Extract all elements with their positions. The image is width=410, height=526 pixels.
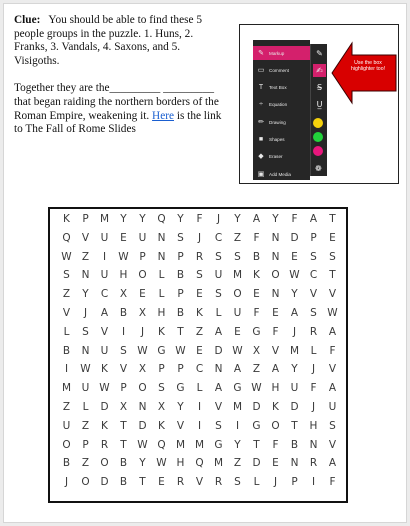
puzzle-row [57,439,342,457]
puzzle-letter[interactable]: N [271,231,280,244]
puzzle-letter[interactable]: B [119,457,128,470]
puzzle-letter[interactable]: B [119,476,128,489]
puzzle-letter[interactable]: E [139,288,146,301]
puzzle-letter[interactable]: V [214,401,223,413]
puzzle-letter[interactable]: W [137,344,148,357]
puzzle-letter[interactable]: A [309,213,318,225]
puzzle-letter[interactable]: W [61,250,72,263]
puzzle-letter[interactable]: S [82,325,89,338]
puzzle-letter[interactable]: U [62,419,71,432]
puzzle-letter[interactable]: M [232,401,243,413]
puzzle-letter[interactable]: U [138,231,147,244]
puzzle-letter[interactable]: D [290,401,299,413]
puzzle-letter[interactable]: V [309,288,318,301]
puzzle-letter[interactable]: R [195,250,204,263]
puzzle-letter[interactable]: B [62,344,71,357]
puzzle-row [57,213,342,231]
puzzle-letter[interactable]: P [177,288,184,301]
toolbar-menu [253,40,310,180]
puzzle-letter[interactable]: Z [233,231,242,244]
puzzle-letter[interactable]: T [120,419,127,432]
puzzle-row [57,345,342,363]
puzzle-letter[interactable]: S [177,231,184,244]
puzzle-letter[interactable]: B [119,307,128,319]
puzzle-letter[interactable]: Y [120,213,127,225]
strikethrough-icon[interactable]: S̶ [316,83,323,92]
puzzle-letter[interactable]: G [214,438,223,451]
puzzle-letter[interactable]: V [328,363,337,376]
link-description: is the link to The Fall of Rome Slides [14,109,222,136]
underline-icon[interactable]: U̲ [316,100,323,109]
puzzle-letter[interactable]: O [81,476,90,489]
puzzle-letter[interactable]: Y [291,363,298,376]
puzzle-letter[interactable]: W [327,307,338,319]
puzzle-letter[interactable]: C [100,288,109,301]
color-swatch[interactable] [313,132,323,142]
puzzle-letter[interactable]: Z [252,363,261,376]
slides-link[interactable]: Here [152,109,174,122]
text-box-icon: T [258,83,264,91]
puzzle-letter[interactable]: O [271,419,280,432]
puzzle-letter[interactable]: Z [81,419,90,432]
puzzle-letter[interactable]: X [119,401,128,413]
puzzle-letter[interactable]: E [158,476,165,489]
puzzle-letter[interactable]: D [100,401,109,413]
puzzle-letter[interactable]: G [157,344,166,357]
puzzle-letter[interactable]: S [329,419,336,432]
puzzle-letter[interactable]: V [195,476,204,489]
puzzle-letter[interactable]: U [328,401,337,413]
puzzle-letter[interactable]: O [271,269,280,282]
puzzle-letter[interactable]: E [196,344,203,357]
puzzle-letter[interactable]: J [311,401,316,413]
puzzle-row [57,401,342,419]
puzzle-letter[interactable]: Y [291,288,298,301]
fill-in-blank-text: Together they are the_________ _________ that began raiding the northern borders of the Roman Empire, weakening it. [14,82,219,122]
puzzle-letter[interactable]: F [329,476,336,489]
puzzle-letter[interactable]: Z [195,325,204,338]
puzzle-letter[interactable]: E [196,288,203,301]
toolbar-item-equation[interactable] [253,97,310,111]
puzzle-letter[interactable]: N [138,401,147,413]
puzzle-letter[interactable]: T [329,269,336,282]
puzzle-row [57,420,342,438]
puzzle-letter[interactable]: P [177,363,184,376]
puzzle-row [57,363,342,381]
puzzle-letter[interactable]: J [216,213,221,225]
puzzle-letter[interactable]: J [292,325,297,338]
highlighter-icon[interactable]: ✍ [313,64,326,77]
puzzle-letter[interactable]: W [289,269,300,282]
puzzle-letter[interactable]: W [251,382,262,395]
puzzle-letter[interactable]: Y [177,213,184,225]
puzzle-letter[interactable]: L [215,307,222,319]
toolbar-item-eraser[interactable] [253,149,310,163]
puzzle-letter[interactable]: V [81,231,90,244]
puzzle-letter[interactable]: A [328,457,337,470]
puzzle-letter[interactable]: M [213,457,224,470]
puzzle-letter[interactable]: D [290,231,299,244]
puzzle-letter[interactable]: L [253,476,260,489]
puzzle-letter[interactable]: Q [157,213,166,225]
puzzle-letter[interactable]: N [157,231,166,244]
palette-icon[interactable]: ❁ [315,164,322,173]
puzzle-letter[interactable]: B [176,307,185,319]
puzzle-letter[interactable]: N [309,438,318,451]
puzzle-letter[interactable]: O [62,438,71,451]
puzzle-letter[interactable]: X [157,401,166,413]
puzzle-letter[interactable]: S [310,307,317,319]
puzzle-letter[interactable]: E [272,457,279,470]
puzzle-letter[interactable]: G [252,325,261,338]
puzzle-letter[interactable]: B [290,438,299,451]
puzzle-letter[interactable]: U [81,382,90,395]
puzzle-letter[interactable]: G [176,382,185,395]
puzzle-letter[interactable]: Y [139,457,146,470]
puzzle-letter[interactable]: L [196,382,203,395]
puzzle-letter[interactable]: D [252,401,261,413]
puzzle-letter[interactable]: P [82,438,89,451]
puzzle-row [57,232,342,250]
clue-paragraph-2 [14,82,228,136]
puzzle-letter[interactable]: W [118,250,129,263]
puzzle-letter[interactable]: F [329,344,336,357]
puzzle-letter[interactable]: D [100,476,109,489]
puzzle-letter[interactable]: V [119,363,128,376]
puzzle-letter[interactable]: S [158,382,165,395]
puzzle-letter[interactable]: B [62,457,71,470]
puzzle-letter[interactable]: K [253,269,260,282]
puzzle-letter[interactable]: A [233,363,242,376]
puzzle-letter[interactable]: D [252,457,261,470]
puzzle-letter[interactable]: W [80,363,91,376]
toolbar-item-markup[interactable] [253,46,310,60]
puzzle-letter[interactable]: S [215,288,222,301]
puzzle-letter[interactable]: W [175,344,186,357]
puzzle-row [57,382,342,400]
puzzle-letter[interactable]: X [252,344,261,357]
toolbar-item-text-box[interactable] [253,80,310,94]
puzzle-letter[interactable]: X [138,363,147,376]
puzzle-letter[interactable]: W [137,438,148,451]
puzzle-letter[interactable]: H [176,457,185,470]
puzzle-letter[interactable]: J [273,476,278,489]
puzzle-letter[interactable]: S [196,269,203,282]
puzzle-letter[interactable]: I [64,363,69,376]
puzzle-row [57,307,342,325]
clue-paragraph [14,14,228,68]
puzzle-letter[interactable]: K [272,401,279,413]
puzzle-letter[interactable]: E [120,231,127,244]
puzzle-letter[interactable]: Z [81,250,90,263]
puzzle-letter[interactable]: X [119,288,128,301]
puzzle-letter[interactable]: O [138,382,147,395]
toolbar-item-label: Markup [269,50,285,56]
equation-icon: ÷ [259,100,263,108]
puzzle-letter[interactable]: F [272,325,279,338]
puzzle-letter[interactable]: R [176,476,185,489]
word-search-grid [48,207,348,503]
puzzle-letter[interactable]: K [101,419,108,432]
puzzle-letter[interactable]: B [176,269,185,282]
color-swatch[interactable] [313,146,323,156]
puzzle-letter[interactable]: F [272,438,279,451]
puzzle-letter[interactable]: U [100,344,109,357]
puzzle-letter[interactable]: H [119,269,128,282]
puzzle-letter[interactable]: V [100,325,109,338]
puzzle-letter[interactable]: Y [139,213,146,225]
toolbar-item-label: Drawing [269,119,286,125]
color-swatch[interactable] [313,118,323,128]
puzzle-letter[interactable]: O [233,288,242,301]
puzzle-letter[interactable]: D [214,344,223,357]
puzzle-row [57,326,342,344]
puzzle-row [57,457,342,475]
puzzle-letter[interactable]: Q [195,457,204,470]
puzzle-letter[interactable]: H [271,382,280,395]
puzzle-letter[interactable]: P [158,363,165,376]
shapes-icon: ■ [258,135,264,143]
eraser-icon: ◆ [258,153,264,160]
puzzle-letter[interactable]: S [329,250,336,263]
puzzle-letter[interactable]: H [157,307,166,319]
puzzle-letter[interactable]: N [290,457,299,470]
clue-label: Clue: [14,14,41,26]
puzzle-letter[interactable]: C [195,363,204,376]
toolbar-item-label: Text Box [269,84,287,90]
puzzle-letter[interactable]: M [61,382,72,395]
puzzle-letter[interactable]: N [214,363,223,376]
comment-icon: ▭ [257,67,265,74]
puzzle-letter[interactable]: N [271,288,280,301]
puzzle-letter[interactable]: A [214,382,223,395]
puzzle-letter[interactable]: J [140,325,145,338]
puzzle-letter[interactable]: V [328,288,337,301]
puzzle-letter[interactable]: R [309,325,318,338]
puzzle-letter[interactable]: L [158,288,165,301]
puzzle-letter[interactable]: Q [157,438,166,451]
puzzle-letter[interactable]: Y [234,438,241,451]
puzzle-letter[interactable]: E [234,325,241,338]
puzzle-letter[interactable]: A [328,325,337,338]
puzzle-letter[interactable]: S [215,250,222,263]
puzzle-row [57,269,342,287]
pen-icon[interactable]: ✎ [316,49,323,58]
puzzle-letter[interactable]: T [291,419,298,432]
puzzle-letter[interactable]: Z [62,401,71,413]
puzzle-letter[interactable]: M [99,213,110,225]
clue-text: You should be able to find these 5 people groups in the puzzle. 1. Huns, 2. Franks, 3. Vandals, 4. Saxons, and 5. Visigoths. [14,14,202,67]
puzzle-letter[interactable]: V [271,344,280,357]
puzzle-letter[interactable]: I [197,419,202,432]
puzzle-letter[interactable]: E [272,307,279,319]
markup-side-panel [310,44,327,176]
puzzle-letter[interactable]: A [214,325,223,338]
puzzle-letter[interactable]: D [138,419,147,432]
puzzle-letter[interactable]: P [120,382,127,395]
puzzle-letter[interactable]: K [196,307,203,319]
puzzle-letter[interactable]: E [253,288,260,301]
toolbar-item-label: Comment [269,67,289,73]
add-media-icon: ▣ [257,171,265,178]
puzzle-letter[interactable]: F [253,231,260,244]
puzzle-letter[interactable]: T [253,438,260,451]
puzzle-letter[interactable]: L [82,401,89,413]
puzzle-row [57,476,342,494]
callout-text: Use the box highlighter too! [350,60,386,72]
puzzle-letter[interactable]: J [311,363,316,376]
toolbar-item-label: Add Media [269,171,291,177]
puzzle-letter[interactable]: O [138,269,147,282]
puzzle-letter[interactable]: S [234,250,241,263]
puzzle-letter[interactable]: E [291,250,298,263]
puzzle-letter[interactable]: Q [62,231,71,244]
puzzle-letter[interactable]: M [194,438,205,451]
puzzle-letter[interactable]: F [196,213,203,225]
puzzle-letter[interactable]: H [309,419,318,432]
callout-arrow [330,41,398,105]
puzzle-letter[interactable]: I [197,401,202,413]
puzzle-letter[interactable]: F [291,213,298,225]
toolbar-item-label: Shapes [269,136,285,142]
puzzle-letter[interactable]: J [64,476,69,489]
puzzle-letter[interactable]: A [290,307,299,319]
toolbar-item-label: Eraser [269,153,283,159]
puzzle-letter[interactable]: Y [177,401,184,413]
puzzle-letter[interactable]: X [138,307,147,319]
toolbar-item-add-media[interactable] [253,167,310,181]
puzzle-letter[interactable]: I [235,419,240,432]
puzzle-letter[interactable]: U [214,269,223,282]
puzzle-letter[interactable]: N [157,250,166,263]
puzzle-letter[interactable]: W [232,344,243,357]
puzzle-letter[interactable]: A [100,307,109,319]
puzzle-letter[interactable]: K [158,325,165,338]
puzzle-letter[interactable]: N [271,250,280,263]
puzzle-letter[interactable]: A [328,382,337,395]
puzzle-letter[interactable]: N [81,344,90,357]
puzzle-letter[interactable]: Y [272,213,279,225]
puzzle-letter[interactable]: R [214,476,223,489]
puzzle-letter[interactable]: M [232,269,243,282]
puzzle-letter[interactable]: W [156,457,167,470]
puzzle-letter[interactable]: Z [233,457,242,470]
puzzle-row [57,288,342,306]
puzzle-letter[interactable]: V [176,419,185,432]
puzzle-letter[interactable]: Y [234,213,241,225]
puzzle-letter[interactable]: F [253,307,260,319]
puzzle-letter[interactable]: P [291,476,298,489]
puzzle-letter[interactable]: M [175,438,186,451]
puzzle-letter[interactable]: G [252,419,261,432]
puzzle-letter[interactable]: T [329,213,336,225]
puzzle-row [57,251,342,269]
puzzle-letter[interactable]: V [328,438,337,451]
puzzle-letter[interactable]: A [252,213,261,225]
puzzle-letter[interactable]: S [63,269,70,282]
puzzle-letter[interactable]: T [120,438,127,451]
puzzle-letter[interactable]: I [121,325,126,338]
puzzle-letter[interactable]: O [100,457,109,470]
puzzle-letter[interactable]: P [310,231,317,244]
puzzle-letter[interactable]: S [234,476,241,489]
puzzle-letter[interactable]: K [63,213,70,225]
puzzle-letter[interactable]: R [100,438,109,451]
puzzle-letter[interactable]: F [310,382,317,395]
puzzle-letter[interactable]: K [158,419,165,432]
puzzle-letter[interactable]: C [214,231,223,244]
puzzle-letter[interactable]: T [139,476,146,489]
puzzle-letter[interactable]: Y [82,288,89,301]
puzzle-letter[interactable]: P [82,213,89,225]
toolbar-item-label: Equation [269,101,288,107]
puzzle-letter[interactable]: T [177,325,184,338]
toolbar-item-shapes[interactable] [253,132,310,146]
puzzle-letter[interactable]: U [100,231,109,244]
toolbar-item-drawing[interactable] [253,115,310,129]
puzzle-letter[interactable]: Z [62,288,71,301]
puzzle-letter[interactable]: V [62,307,71,319]
toolbar-item-comment[interactable] [253,63,310,77]
puzzle-letter[interactable]: R [309,457,318,470]
puzzle-letter[interactable]: P [177,250,184,263]
puzzle-letter[interactable]: A [271,363,280,376]
puzzle-letter[interactable]: J [197,231,202,244]
puzzle-letter[interactable]: C [309,269,318,282]
puzzle-letter[interactable]: L [63,325,70,338]
puzzle-letter[interactable]: N [81,269,90,282]
puzzle-letter[interactable]: Z [81,457,90,470]
puzzle-letter[interactable]: L [310,344,317,357]
puzzle-letter[interactable]: I [311,476,316,489]
puzzle-letter[interactable]: S [120,344,127,357]
puzzle-letter[interactable]: M [289,344,300,357]
puzzle-letter[interactable]: S [310,250,317,263]
puzzle-letter[interactable]: I [102,250,107,263]
puzzle-letter[interactable]: W [99,382,110,395]
puzzle-letter[interactable]: G [233,382,242,395]
puzzle-letter[interactable]: P [139,250,146,263]
puzzle-letter[interactable]: J [83,307,88,319]
puzzle-letter[interactable]: U [100,269,109,282]
puzzle-letter[interactable]: L [158,269,165,282]
puzzle-letter[interactable]: K [101,363,108,376]
puzzle-letter[interactable]: U [290,382,299,395]
puzzle-letter[interactable]: S [215,419,222,432]
pen-icon: ✎ [258,50,264,57]
puzzle-letter[interactable]: B [252,250,261,263]
drawing-icon: ✏ [258,119,264,126]
clue-text-block [14,14,228,137]
puzzle-letter[interactable]: U [233,307,242,319]
puzzle-letter[interactable]: E [329,231,336,244]
